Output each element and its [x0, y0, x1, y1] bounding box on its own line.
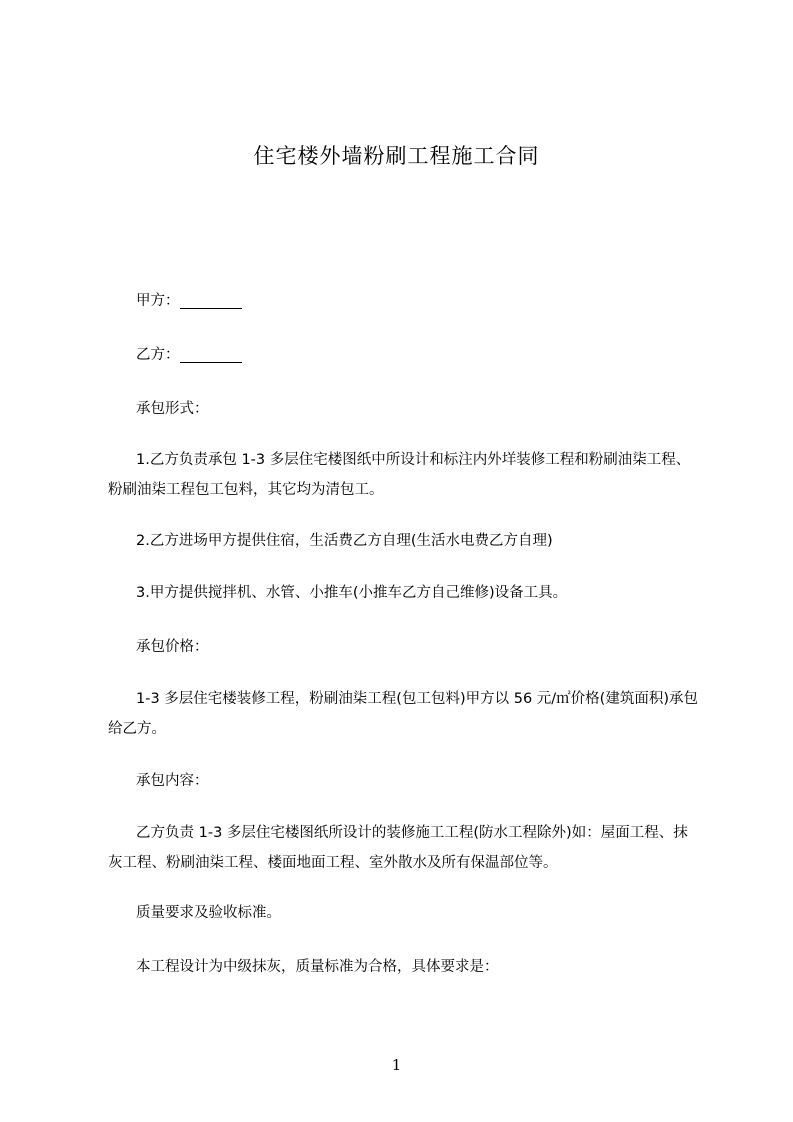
content-paragraph: 乙方负责 1-3 多层住宅楼图纸所设计的装修施工工程(防水工程除外)如：屋面工程、抹灰工程、粉刷油柒工程、楼面地面工程、室外散水及所有保温部位等。 [108, 825, 688, 871]
item-1-paragraph: 1.乙方负责承包 1-3 多层住宅楼图纸中所设计和标注内外垟装修工程和粉刷油柒工程、粉刷油柒工程包工包料，其它均为清包工。 [108, 452, 691, 498]
price-paragraph: 1-3 多层住宅楼装修工程，粉刷油柒工程(包工包料)甲方以 56 元/㎡价格(建筑面积)承包给乙方。 [108, 691, 698, 737]
section-quality: 质量要求及验收标准。 [136, 905, 281, 921]
item-3-paragraph: 3.甲方提供搅拌机、水管、小推车(小推车乙方自己维修)设备工具。 [136, 585, 568, 601]
page-number: 1 [391, 1056, 402, 1074]
party-a-line [108, 286, 726, 316]
item-2-paragraph: 2.乙方进场甲方提供住宿，生活费乙方自理(生活水电费乙方自理) [136, 533, 553, 549]
party-b-label: 乙方： [136, 347, 180, 363]
section-content: 承包内容： [136, 773, 209, 789]
section-price: 承包价格： [136, 639, 209, 655]
quality-paragraph: 本工程设计为中级抹灰，质量标准为合格，具体要求是： [136, 959, 499, 975]
party-a-label: 甲方： [136, 293, 180, 309]
party-a-blank [180, 294, 242, 309]
document-title: 住宅楼外墙粉刷工程施工合同 [253, 144, 540, 168]
section-contract-form: 承包形式： [136, 401, 209, 417]
party-b-blank [180, 348, 242, 363]
party-b-line [108, 340, 726, 370]
